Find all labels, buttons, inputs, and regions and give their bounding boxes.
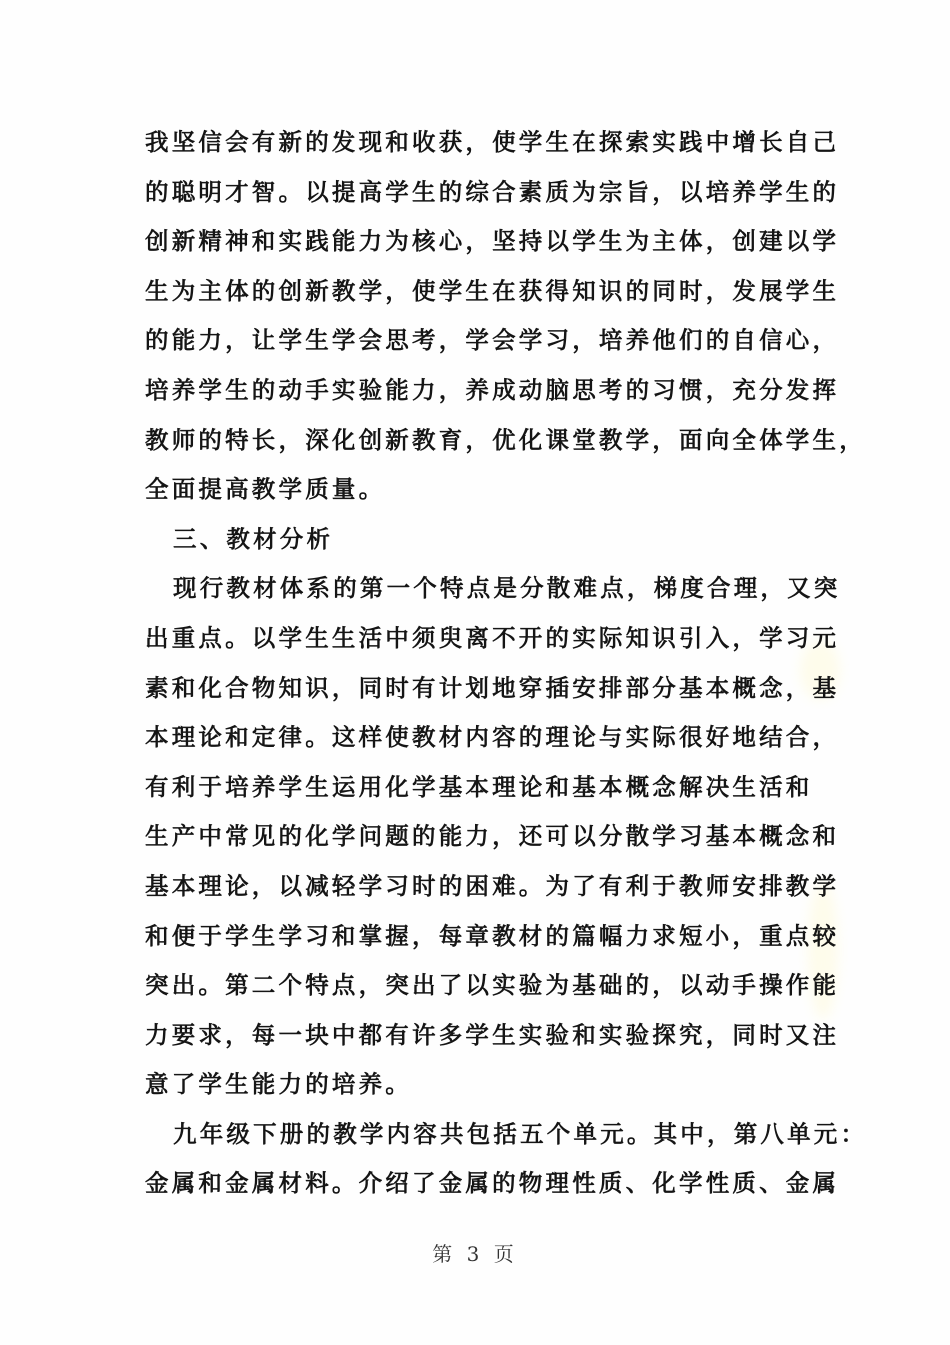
section-heading: 三、教材分析 (173, 524, 334, 553)
text-line: 生产中常见的化学问题的能力，还可以分散学习基本概念和 (145, 822, 840, 851)
body-text (145, 118, 868, 1209)
text-line: 金属和金属材料。介绍了金属的物理性质、化学性质、金属 (145, 1169, 840, 1198)
text-line: 的聪明才智。以提高学生的综合素质为宗旨，以培养学生的 (145, 177, 840, 206)
paper-stain (808, 880, 838, 1020)
page-number: 第 3 页 (432, 1242, 518, 1266)
text-line: 本理论和定律。这样使教材内容的理论与实际很好地结合， (145, 723, 840, 752)
text-line: 的能力，让学生学会思考，学会学习，培养他们的自信心， (145, 326, 840, 355)
text-line: 突出。第二个特点，突出了以实验为基础的，以动手操作能 (145, 971, 840, 1000)
text-line: 和便于学生学习和掌握，每章教材的篇幅力求短小，重点较 (145, 921, 840, 950)
text-line: 九年级下册的教学内容共包括五个单元。其中，第八单元： (173, 1119, 868, 1148)
text-line: 教师的特长，深化创新教育，优化课堂教学，面向全体学生， (145, 425, 866, 454)
text-line: 全面提高教学质量。 (145, 475, 386, 504)
text-line: 创新精神和实践能力为核心，坚持以学生为主体，创建以学 (145, 227, 840, 256)
text-line: 现行教材体系的第一个特点是分散难点，梯度合理，又突 (173, 574, 841, 603)
text-line: 基本理论，以减轻学习时的困难。为了有利于教师安排教学 (145, 871, 840, 900)
text-line: 力要求，每一块中都有许多学生实验和实验探究，同时又注 (145, 1020, 840, 1049)
text-line: 我坚信会有新的发现和收获，使学生在探索实践中增长自己 (145, 128, 840, 156)
text-line: 培养学生的动手实验能力，养成动脑思考的习惯，充分发挥 (145, 375, 840, 404)
text-line: 素和化合物知识，同时有计划地穿插安排部分基本概念，基 (145, 673, 840, 702)
text-line: 有利于培养学生运用化学基本理论和基本概念解决生活和 (145, 772, 813, 801)
text-line: 出重点。以学生生活中须臾离不开的实际知识引入，学习元 (145, 623, 840, 652)
text-line: 生为主体的创新教学，使学生在获得知识的同时，发展学生 (145, 276, 840, 305)
text-line: 意了学生能力的培养。 (145, 1070, 412, 1099)
